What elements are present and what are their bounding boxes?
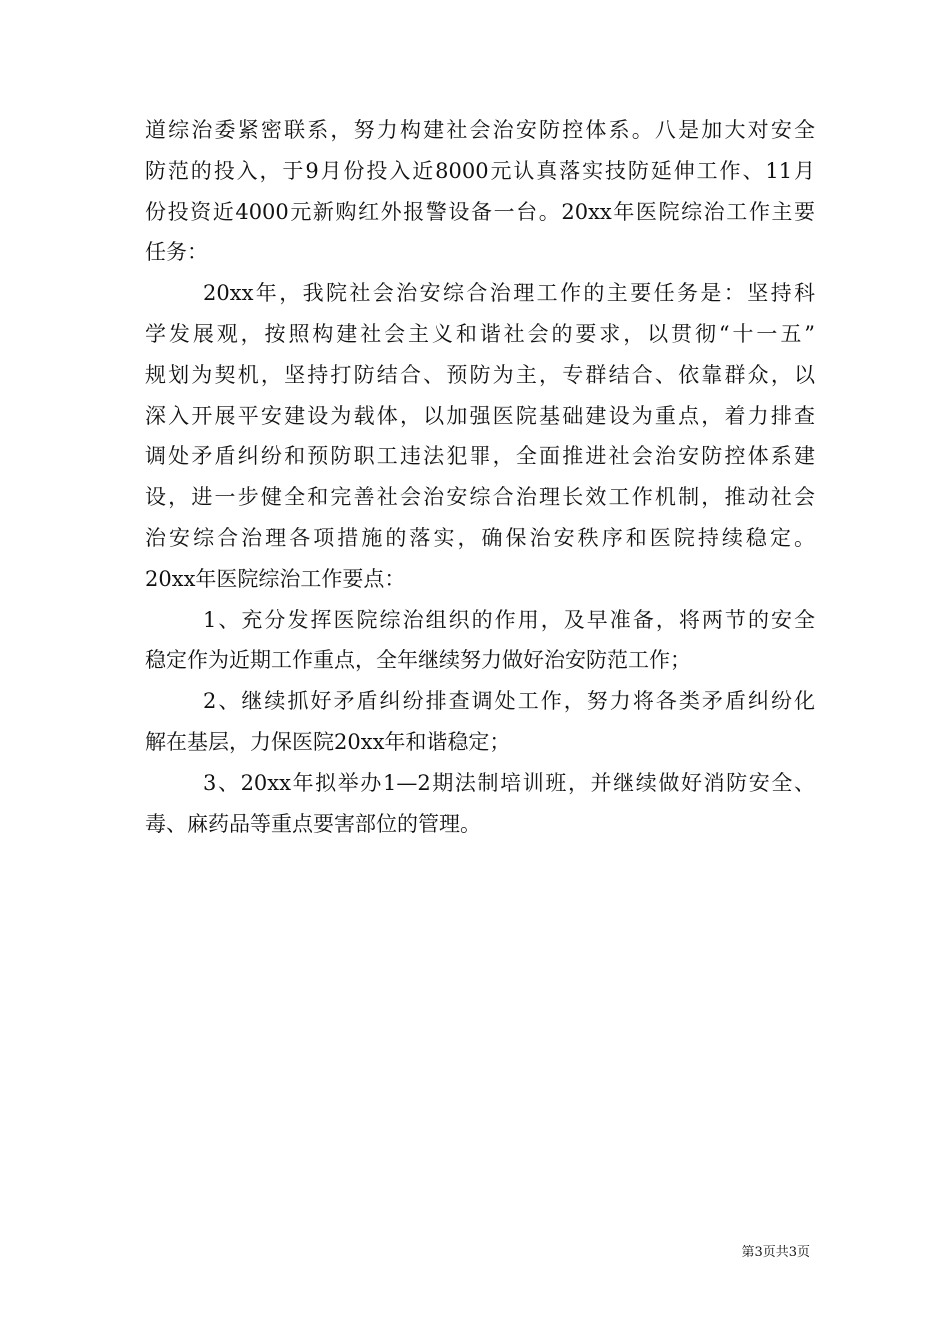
text-line: 份投资近4000元新购红外报警设备一台。20xx年医院综治工作主要 xyxy=(145,199,815,224)
text-line: 3、20xx年拟举办1—2期法制培训班，并继续做好消防安全、 xyxy=(203,770,815,795)
document-body xyxy=(145,110,815,844)
text-line: 20xx年医院综治工作要点： xyxy=(145,566,406,591)
text-line: 稳定作为近期工作重点，全年继续努力做好治安防范工作； xyxy=(145,648,691,673)
text-line: 学发展观，按照构建社会主义和谐社会的要求，以贯彻“十一五” xyxy=(145,321,815,346)
text-line: 解在基层，力保医院20xx年和谐稳定； xyxy=(145,729,511,754)
text-line: 1、充分发挥医院综治组织的作用，及早准备，将两节的安全 xyxy=(203,607,815,632)
text-line: 2、继续抓好矛盾纠纷排查调处工作，努力将各类矛盾纠纷化 xyxy=(203,689,815,714)
text-line: 调处矛盾纠纷和预防职工违法犯罪，全面推进社会治安防控体系建 xyxy=(145,444,815,469)
text-line: 规划为契机，坚持打防结合、预防为主，专群结合、依靠群众，以 xyxy=(145,362,815,387)
text-line: 毒、麻药品等重点要害部位的管理。 xyxy=(145,811,481,836)
text-line: 道综治委紧密联系，努力构建社会治安防控体系。八是加大对安全 xyxy=(145,118,815,142)
text-line: 设，进一步健全和完善社会治安综合治理长效工作机制，推动社会 xyxy=(145,485,815,510)
text-line: 治安综合治理各项措施的落实，确保治安秩序和医院持续稳定。 xyxy=(145,525,815,550)
text-line: 任务： xyxy=(145,240,208,265)
text-line: 深入开展平安建设为载体，以加强医院基础建设为重点，着力排查 xyxy=(145,403,815,428)
page-number: 第3页共3页 xyxy=(741,1245,810,1260)
text-line: 20xx年，我院社会治安综合治理工作的主要任务是：坚持科 xyxy=(203,281,815,306)
text-line: 防范的投入，于9月份投入近8000元认真落实技防延伸工作、11月 xyxy=(145,158,815,183)
